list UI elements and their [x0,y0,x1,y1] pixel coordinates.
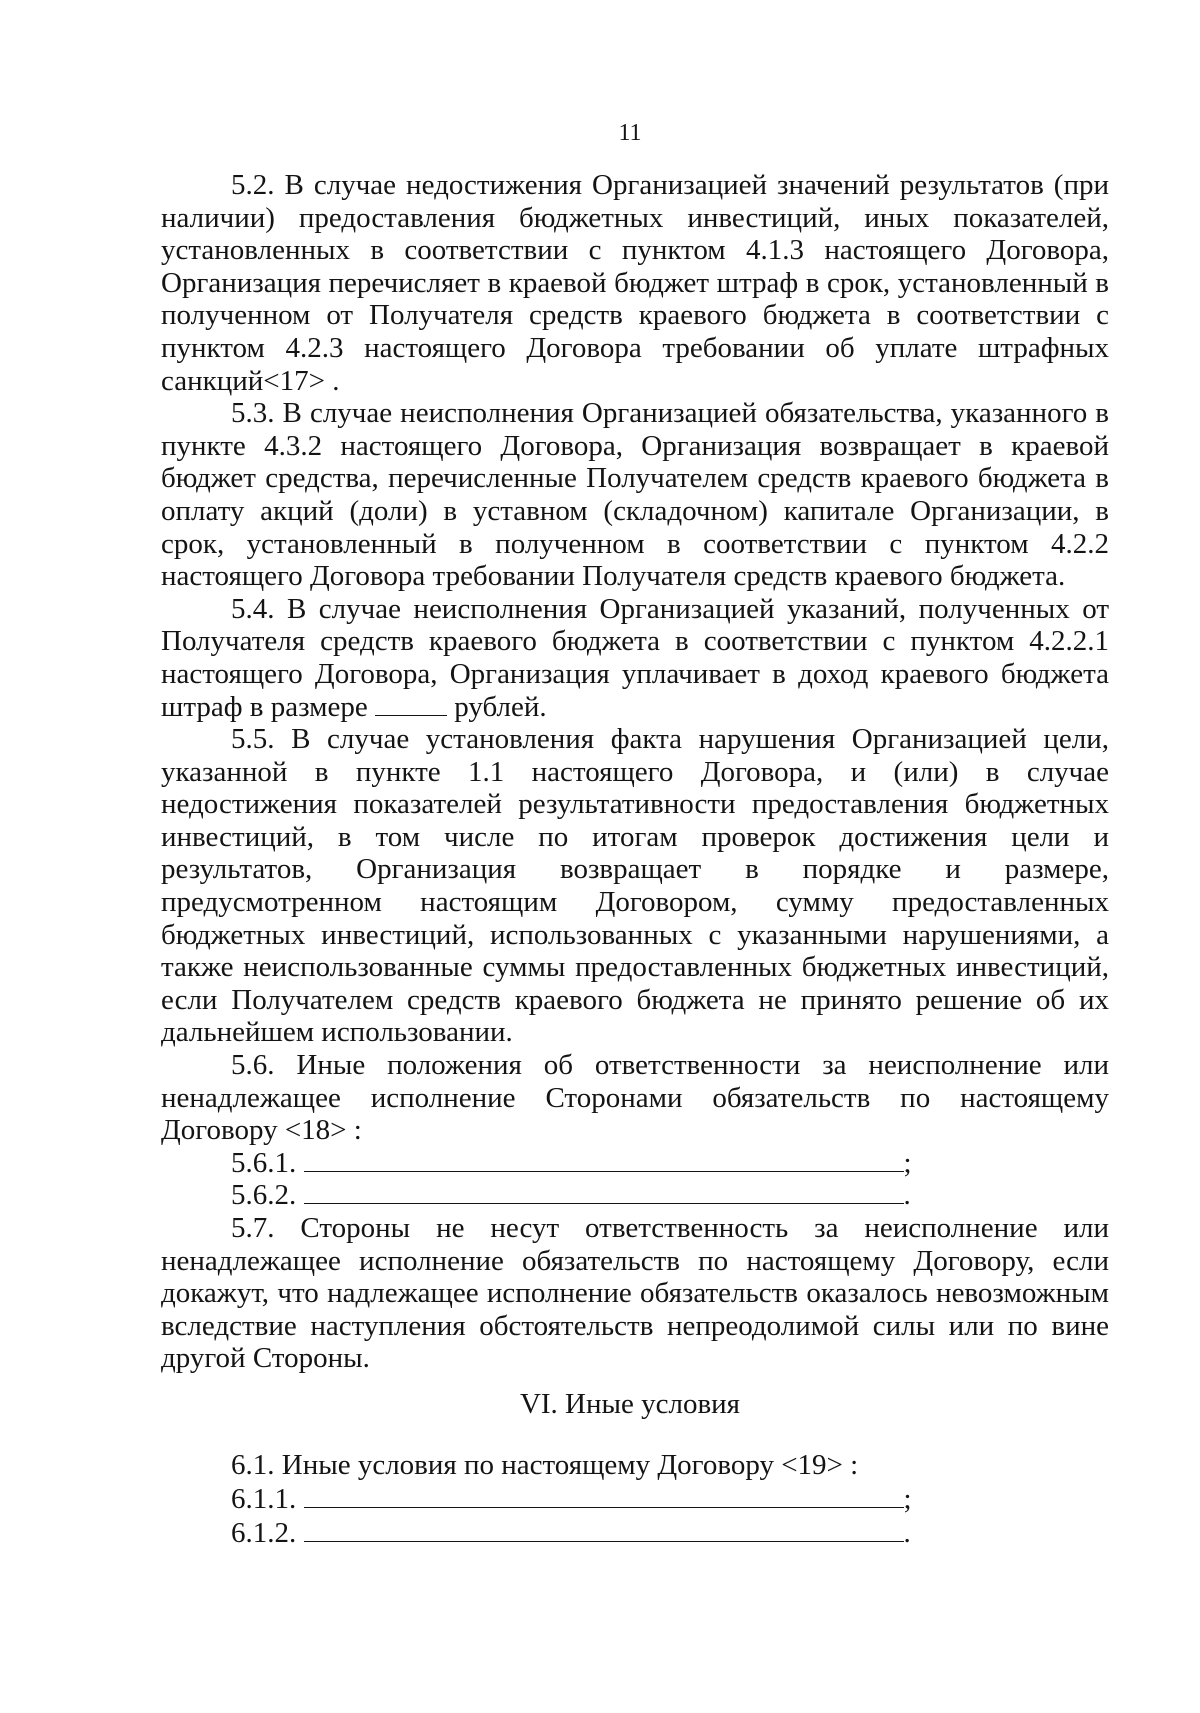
item-6-1-1-blank [304,1485,904,1508]
item-5-6-1-label: 5.6.1. [231,1146,297,1179]
item-6-1-1-punct: ; [903,1483,912,1515]
paragraph-5-3: 5.3. В случае неисполнения Организацией обязательства, указанного в пункте 4.3.2 настоящего Договора, Организация возвращает в краевой бюджет средства, перечисленные Получателем средств краевого бюджета в оплату акций (доли) в уставном (складочном) капитале Организации, в срок, установленный в полученном в соответствии с пунктом 4.2.2 настоящего Договора требовании Получателя средств краевого бюджета. [161,397,1109,593]
section-6-heading: VI. Иные условия [519,1388,741,1420]
item-6-1-2-blank [304,1519,904,1542]
section-5-body [161,169,1109,1375]
page-number: 11 [618,120,642,146]
fine-amount-blank [375,693,447,716]
item-5-6-2 [161,1179,1109,1212]
item-5-6-2-label: 5.6.2. [231,1179,297,1212]
paragraph-5-4-unit: рублей. [454,690,547,723]
paragraph-5-6: 5.6. Иные положения об ответственности за неисполнение или ненадлежащее исполнение Сторонами обязательств по настоящему Договору <18> : [161,1049,1109,1147]
paragraph-6-1: 6.1. Иные условия по настоящему Договору <19> : [231,1449,859,1481]
item-5-6-1-blank [304,1149,904,1172]
paragraph-5-4-text: 5.4. В случае неисполнения Организацией указаний, полученных от Получателя средств краевого бюджета в соответствии с пунктом 4.2.2.1 настоящего Договора, Организация уплачивает в доход краевого бюджета штраф в размере [161,592,1109,723]
item-6-1-1-label: 6.1.1. [231,1483,297,1515]
paragraph-5-7: 5.7. Стороны не несут ответственность за неисполнение или ненадлежащее исполнение обязательств по настоящему Договору, если докажут, что надлежащее исполнение обязательств оказалось невозможным вследствие наступления обстоятельств непреодолимой силы или по вине другой Стороны. [161,1212,1109,1375]
paragraph-5-5: 5.5. В случае установления факта нарушения Организацией цели, указанной в пункте 1.1 настоящего Договора, и (или) в случае недостижения показателей результативности предоставления бюджетных инвестиций, в том числе по итогам проверок достижения цели и результатов, Организация возвращает в порядке и размере, предусмотренном настоящим Договором, сумму предоставленных бюджетных инвестиций, использованных с указанными нарушениями, а также неиспользованные суммы предоставленных бюджетных инвестиций, если Получателем средств краевого бюджета не принято решение об их дальнейшем использовании. [161,723,1109,1049]
item-5-6-2-blank [304,1181,904,1204]
section-6-body [231,1448,912,1550]
item-5-6-1-punct: ; [903,1146,912,1179]
paragraph-5-4 [161,593,1109,723]
item-6-1-2-punct: . [903,1517,911,1549]
item-6-1-1 [231,1482,912,1516]
paragraph-5-2: 5.2. В случае недостижения Организацией значений результатов (при наличии) предоставления бюджетных инвестиций, иных показателей, установленных в соответствии с пунктом 4.1.3 настоящего Договора, Организация перечисляет в краевой бюджет штраф в срок, установленный в полученном от Получателя средств краевого бюджета в соответствии с пунктом 4.2.3 настоящего Договора требовании об уплате штрафных санкций<17> . [161,169,1109,397]
item-5-6-2-punct: . [903,1179,911,1212]
item-5-6-1 [161,1147,1109,1180]
item-6-1-2-label: 6.1.2. [231,1517,297,1549]
item-6-1-2 [231,1516,912,1550]
